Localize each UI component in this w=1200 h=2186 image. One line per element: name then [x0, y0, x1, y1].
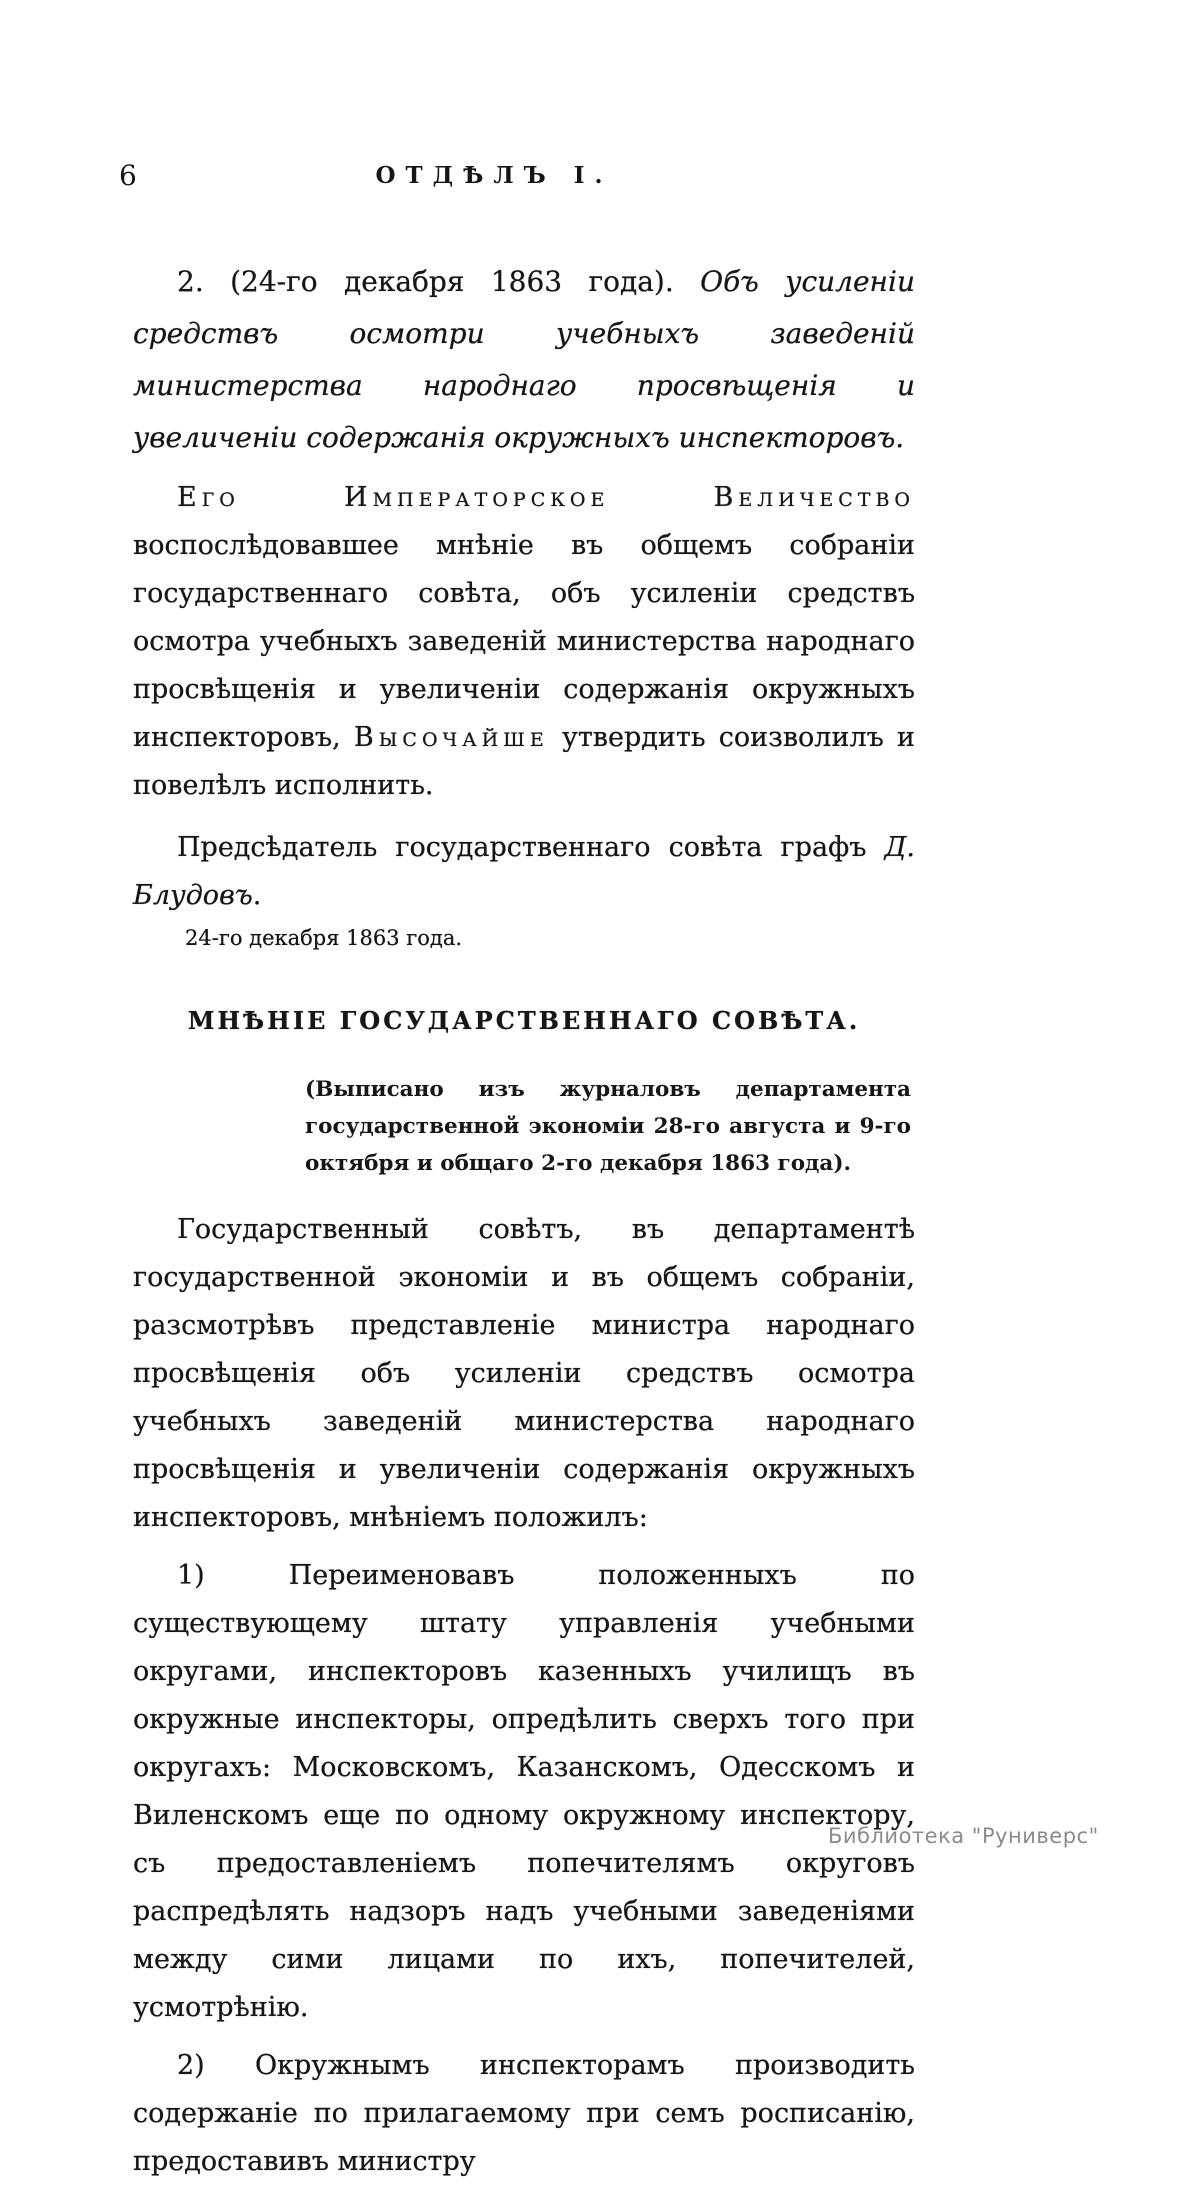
decree-date-line: 24-го декабря 1863 года. — [185, 926, 463, 950]
signature-title: Предсѣдатель государственнаго совѣта графъ — [177, 832, 885, 863]
journal-source-note: (Выписано изъ журналовъ департамента государственной экономіи 28-го августа и 9-го октября и общаго 2-го декабря 1863 года). — [305, 1077, 911, 1176]
book-page — [119, 158, 915, 2186]
page-header-row — [119, 158, 915, 194]
opinion-item-2: 2) Окружнымъ инспекторамъ производить содержаніе по прилагаемому при семъ росписанію, предоставивъ министру — [133, 2050, 915, 2177]
imperial-majesty-smallcaps: Его Императорское Величество — [177, 482, 915, 513]
decree-title-paragraph — [133, 256, 915, 464]
highest-approval-smallcaps: Высочайше — [353, 722, 549, 753]
decree-title-text: Объ усиленіи средствъ осмотри учебныхъ заведеній министерства народнаго просвѣщенія и увеличеніи содержанія окружныхъ инспекторовъ. — [133, 265, 915, 454]
page-number: 6 — [119, 159, 137, 192]
decree-text-part-1: воспослѣдовавшее мнѣніе въ общемъ собраніи государственнаго совѣта, объ усиленіи средствъ осмотра учебныхъ заведеній министерства народнаго просвѣщенія и увеличеніи содержанія окружныхъ инспекторовъ, — [133, 530, 915, 753]
opinion-intro-paragraph: Государственный совѣтъ, въ департаментѣ государственной экономіи и въ общемъ собраніи, разсмотрѣвъ представленіе министра народнаго просвѣщенія объ усиленіи средствъ осмотра учебныхъ заведеній министерства народнаго просвѣщенія и увеличеніи содержанія окружныхъ инспекторовъ, мнѣніемъ положилъ: — [133, 1214, 915, 1533]
section-header: ОТДѢЛЪ I. — [375, 162, 613, 189]
signature-period: . — [252, 880, 262, 911]
decree-number-and-date: 2. (24-го декабря 1863 года). — [177, 265, 701, 298]
chairman-signature-line — [133, 824, 915, 920]
library-watermark: Библиотека "Руниверс" — [828, 1824, 1099, 1848]
opinion-item-1: 1) Переименовавъ положенныхъ по существующему штату управленія учебными округами, инспекторовъ казенныхъ училищъ въ окружные инспекторы, опредѣлить сверхъ того при округахъ: Московскомъ, Казанскомъ, Одесскомъ и Виленскомъ еще по одному окружному инспектору, съ предоставленіемъ попечителямъ округовъ распредѣлять надзоръ надъ учебными заведеніями между сими лицами по ихъ, попечителей, усмотрѣнію. — [133, 1560, 915, 2023]
opinion-heading: МНѢНІЕ ГОСУДАРСТВЕННАГО СОВѢТА. — [187, 1006, 861, 1035]
signature-name: Д. Блудовъ — [133, 832, 915, 911]
decree-text-part-2: утвердить соизволилъ и повелѣлъ исполнить. — [133, 722, 915, 801]
decree-body-paragraph — [133, 474, 915, 810]
